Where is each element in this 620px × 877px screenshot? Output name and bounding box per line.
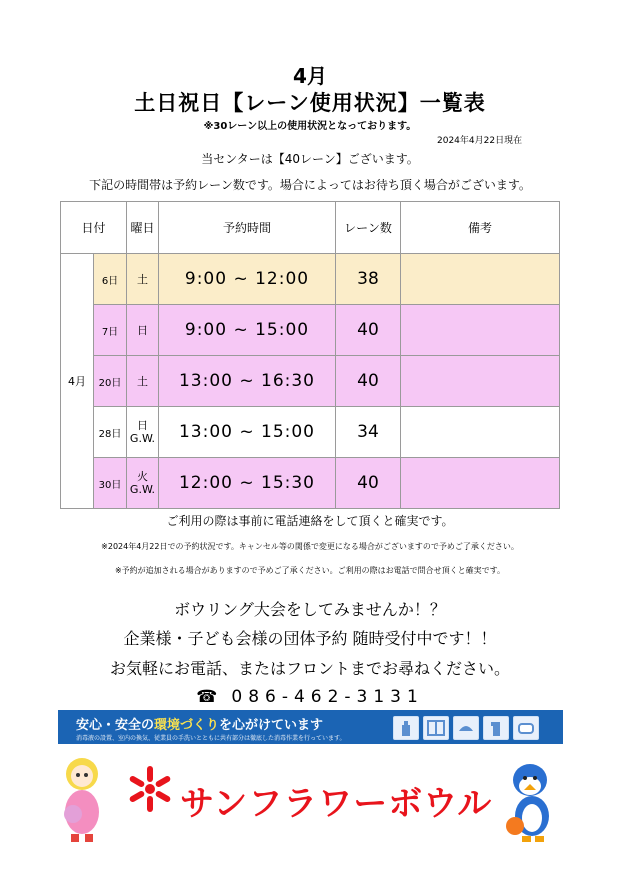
intro-text: 下記の時間帯は予約レーン数です。場合によってはお待ち頂く場合がございます。: [89, 178, 531, 192]
brand-logo-text: サンフラワーボウル: [180, 784, 493, 824]
weekday-label: 日: [137, 323, 148, 337]
spray-icon: [483, 716, 509, 740]
weekday-cell: [127, 305, 159, 356]
table-row: [61, 458, 560, 509]
weekday-cell: [127, 458, 159, 509]
header-lanes: レーン数: [336, 202, 401, 254]
ventilation-icon: [423, 716, 449, 740]
note-cell: [401, 458, 560, 509]
banner-title: [76, 714, 323, 733]
weekday-label: 火: [137, 470, 148, 483]
note-cell: [401, 305, 560, 356]
table-row: [61, 305, 560, 356]
lane-schedule-table: [60, 201, 560, 509]
lanes-cell: 40: [336, 356, 401, 407]
day-cell: 6日: [94, 254, 127, 305]
fine-print-1: ※2024年4月22日での予約状況です。キャンセル等の関係で変更になる場合がございますので予めご了承ください。: [101, 542, 519, 551]
page-title: 土日祝日【レーン使用状況】一覧表: [134, 91, 486, 115]
penguin-mascot-icon: [500, 756, 560, 846]
mask-icon: [513, 716, 539, 740]
header-notes: 備考: [401, 202, 560, 254]
center-info: 当センターは【40レーン】ございます。: [201, 152, 419, 166]
weekday-sub-label: G.W.: [129, 483, 156, 496]
banner-title-part1: 安心・安全の: [76, 718, 155, 733]
day-cell: 30日: [94, 458, 127, 509]
as-of-date: 2024年4月22日現在: [437, 136, 523, 146]
table-row: [61, 254, 560, 305]
phone-number[interactable]: 086-462-3131: [231, 687, 424, 707]
safety-banner: [58, 710, 563, 744]
weekday-label: 日: [137, 419, 148, 432]
weekday-cell: [127, 407, 159, 458]
table-header-row: [61, 202, 560, 254]
promo-line-2: 企業様・子ども会様の団体予約 随時受付中です！！: [123, 629, 497, 648]
month-cell: 4月: [61, 254, 94, 509]
day-cell: 28日: [94, 407, 127, 458]
day-cell: 7日: [94, 305, 127, 356]
time-cell: 9:00 ~ 12:00: [159, 254, 336, 305]
time-cell: 9:00 ~ 15:00: [159, 305, 336, 356]
weekday-label: 土: [137, 272, 148, 286]
promo-line-3: お気軽にお電話、またはフロントまでお尋ねください。: [109, 659, 510, 678]
table-row: [61, 356, 560, 407]
fine-print-2: ※予約が追加される場合がありますので予めご了承ください。ご利用の際はお電話で問合せ頂くと確実です。: [114, 566, 506, 575]
subtitle-note: ※30レーン以上の使用状況となっております。: [203, 121, 417, 132]
banner-title-highlight: 環境づくり: [154, 718, 220, 733]
phone-line: [0, 687, 620, 707]
weekday-sub-label: G.W.: [129, 432, 156, 445]
lanes-cell: 38: [336, 254, 401, 305]
table-row: [61, 407, 560, 458]
lanes-cell: 40: [336, 458, 401, 509]
note-cell: [401, 254, 560, 305]
time-cell: 12:00 ~ 15:30: [159, 458, 336, 509]
footer-logo-area: [0, 752, 620, 852]
sanitizer-icon: [393, 716, 419, 740]
header-date: 日付: [61, 202, 127, 254]
weekday-label: 土: [137, 374, 148, 388]
note-cell: [401, 407, 560, 458]
time-cell: 13:00 ~ 15:00: [159, 407, 336, 458]
flower-mascot-icon: [55, 754, 110, 846]
sunflower-logo-icon: [125, 764, 175, 814]
phone-icon: ☎: [196, 687, 218, 707]
promo-line-1: ボウリング大会をしてみませんか！？: [174, 600, 446, 619]
lanes-cell: 40: [336, 305, 401, 356]
day-cell: 20日: [94, 356, 127, 407]
weekday-cell: [127, 254, 159, 305]
header-time: 予約時間: [159, 202, 336, 254]
banner-title-part2: を心がけています: [219, 718, 324, 733]
header-weekday: 曜日: [127, 202, 159, 254]
banner-subtitle: 消毒液の設置、室内の換気、従業員の手洗いとともに共有部分は徹底した消毒作業を行っています。: [76, 735, 346, 742]
handwash-icon: [453, 716, 479, 740]
lanes-cell: 34: [336, 407, 401, 458]
month-heading: 4月: [293, 64, 327, 88]
time-cell: 13:00 ~ 16:30: [159, 356, 336, 407]
note-cell: [401, 356, 560, 407]
reservation-note: ご利用の際は事前に電話連絡をして頂くと確実です。: [166, 514, 454, 528]
weekday-cell: [127, 356, 159, 407]
